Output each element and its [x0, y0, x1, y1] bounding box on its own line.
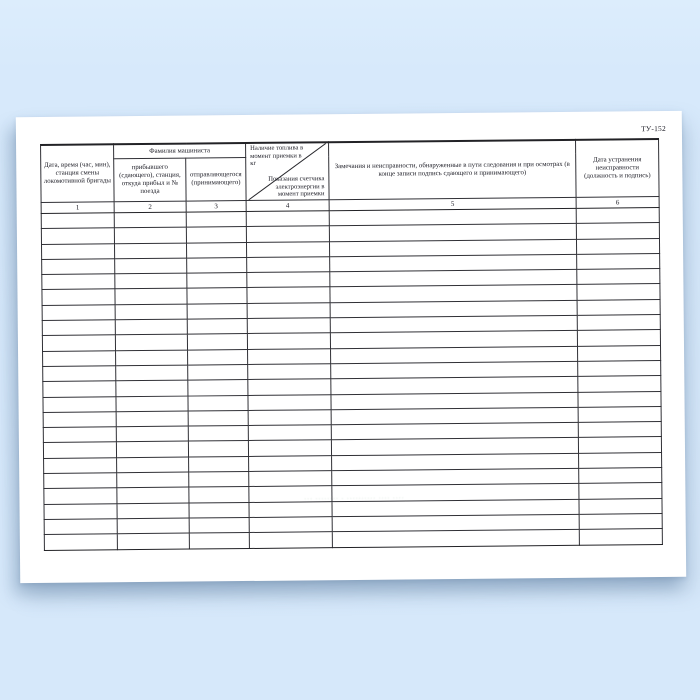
- body-cell: [189, 456, 249, 472]
- body-cell: [577, 284, 660, 300]
- column-number-4: 4: [246, 200, 329, 212]
- body-cell: [249, 532, 332, 548]
- body-cell: [188, 441, 248, 457]
- body-cell: [42, 320, 115, 336]
- body-cell: [116, 426, 188, 442]
- body-cell: [42, 259, 115, 275]
- body-cell: [579, 483, 662, 499]
- body-cell: [579, 498, 662, 514]
- body-cell: [188, 349, 248, 365]
- body-cell: [577, 330, 660, 346]
- body-cell: [42, 305, 115, 321]
- body-cell: [44, 458, 117, 474]
- body-cell: [578, 391, 661, 407]
- body-cell: [576, 238, 659, 254]
- body-cell: [188, 426, 248, 442]
- col6-header: Дата устранения неисправности (должность и подпись): [576, 139, 660, 197]
- body-cell: [246, 241, 329, 257]
- body-cell: [116, 380, 188, 396]
- body-cell: [44, 519, 117, 535]
- body-cell: [578, 422, 661, 438]
- body-cell: [577, 299, 660, 315]
- body-cell: [43, 350, 116, 366]
- paper-sheet: [16, 111, 686, 583]
- table-header: [41, 139, 660, 213]
- column-number-1: 1: [41, 202, 114, 214]
- body-cell: [43, 381, 116, 397]
- body-cell: [115, 258, 187, 274]
- body-cell: [577, 253, 660, 269]
- body-cell: [116, 350, 188, 366]
- col4-header-top: Наличие топлива в момент приемки в кг: [250, 144, 304, 168]
- body-cell: [44, 503, 117, 519]
- body-cell: [249, 455, 332, 471]
- body-cell: [189, 533, 249, 549]
- body-cell: [189, 472, 249, 488]
- body-cell: [189, 502, 249, 518]
- body-cell: [187, 319, 247, 335]
- col3-header: отправляющегося (принимающего): [186, 157, 246, 201]
- body-cell: [579, 529, 662, 545]
- body-cell: [114, 227, 186, 243]
- body-cell: [248, 394, 331, 410]
- body-cell: [117, 472, 189, 488]
- body-cell: [41, 213, 114, 229]
- column-number-2: 2: [114, 201, 186, 213]
- body-cell: [186, 242, 246, 258]
- driver-name-group-header: Фамилия машиниста: [114, 143, 246, 159]
- body-cell: [188, 364, 248, 380]
- body-cell: [187, 273, 247, 289]
- body-cell: [248, 364, 331, 380]
- form-table: [40, 138, 663, 550]
- body-cell: [578, 345, 661, 361]
- body-cell: [115, 289, 187, 305]
- body-cell: [117, 503, 189, 519]
- column-number-6: 6: [576, 197, 659, 209]
- body-cell: [42, 274, 115, 290]
- body-cell: [43, 427, 116, 443]
- body-cell: [189, 487, 249, 503]
- body-cell: [578, 360, 661, 376]
- col1-header: Дата, время (час, мин), станция смены локомотивной бригады: [41, 144, 115, 202]
- body-cell: [249, 517, 332, 533]
- body-cell: [116, 411, 188, 427]
- body-cell: [248, 348, 331, 364]
- diagonal-split-cell: [248, 143, 327, 200]
- body-cell: [117, 457, 189, 473]
- body-cell: [186, 211, 246, 227]
- body-cell: [117, 487, 189, 503]
- table-body: [41, 208, 662, 550]
- body-cell: [247, 257, 330, 273]
- body-cell: [578, 406, 661, 422]
- col5-header: Замечания и неисправности, обнаруженные в пути следования и при осмотрах (в конце записи подпись сдающего и принимающего): [329, 140, 577, 200]
- body-cell: [332, 530, 579, 548]
- body-cell: [247, 302, 330, 318]
- body-cell: [578, 437, 661, 453]
- body-cell: [114, 212, 186, 228]
- body-cell: [576, 208, 659, 224]
- body-cell: [189, 517, 249, 533]
- body-cell: [187, 288, 247, 304]
- column-number-3: 3: [186, 201, 246, 213]
- body-cell: [116, 442, 188, 458]
- body-cell: [42, 335, 115, 351]
- body-cell: [41, 243, 114, 259]
- body-cell: [578, 376, 661, 392]
- body-cell: [579, 513, 662, 529]
- body-cell: [187, 334, 247, 350]
- body-cell: [116, 365, 188, 381]
- body-cell: [577, 315, 660, 331]
- body-cell: [247, 333, 330, 349]
- body-cell: [248, 440, 331, 456]
- body-cell: [44, 534, 117, 550]
- body-cell: [246, 211, 329, 227]
- form-code: ТУ-152: [641, 123, 666, 134]
- body-cell: [186, 227, 246, 243]
- col4-header: [246, 142, 330, 200]
- body-cell: [43, 412, 116, 428]
- body-cell: [41, 228, 114, 244]
- body-cell: [115, 273, 187, 289]
- body-cell: [249, 486, 332, 502]
- body-cell: [249, 501, 332, 517]
- body-cell: [43, 396, 116, 412]
- body-cell: [116, 396, 188, 412]
- body-cell: [248, 425, 331, 441]
- body-cell: [115, 304, 187, 320]
- body-cell: [115, 334, 187, 350]
- body-cell: [188, 380, 248, 396]
- body-cell: [44, 488, 117, 504]
- column-number-5: 5: [329, 197, 576, 210]
- body-cell: [43, 442, 116, 458]
- body-cell: [248, 379, 331, 395]
- body-cell: [187, 303, 247, 319]
- body-cell: [576, 223, 659, 239]
- body-cell: [115, 319, 187, 335]
- watermark: ··· ········ · ·········· ···· ····: [304, 495, 405, 503]
- body-cell: [247, 318, 330, 334]
- body-cell: [43, 366, 116, 382]
- body-cell: [117, 533, 189, 549]
- col4-header-bottom: Показания счетчика электроэнергии в момент приемки: [268, 175, 325, 199]
- body-cell: [42, 289, 115, 305]
- body-cell: [249, 471, 332, 487]
- body-cell: [188, 410, 248, 426]
- body-cell: [247, 287, 330, 303]
- col2-header: прибывшего (сдающего), станция, откуда прибыл и № поезда: [114, 158, 186, 202]
- body-cell: [117, 518, 189, 534]
- body-cell: [579, 468, 662, 484]
- body-cell: [44, 473, 117, 489]
- body-cell: [114, 243, 186, 259]
- body-cell: [577, 269, 660, 285]
- body-cell: [248, 410, 331, 426]
- body-cell: [246, 226, 329, 242]
- body-cell: [188, 395, 248, 411]
- body-cell: [247, 272, 330, 288]
- body-cell: [579, 452, 662, 468]
- body-cell: [187, 257, 247, 273]
